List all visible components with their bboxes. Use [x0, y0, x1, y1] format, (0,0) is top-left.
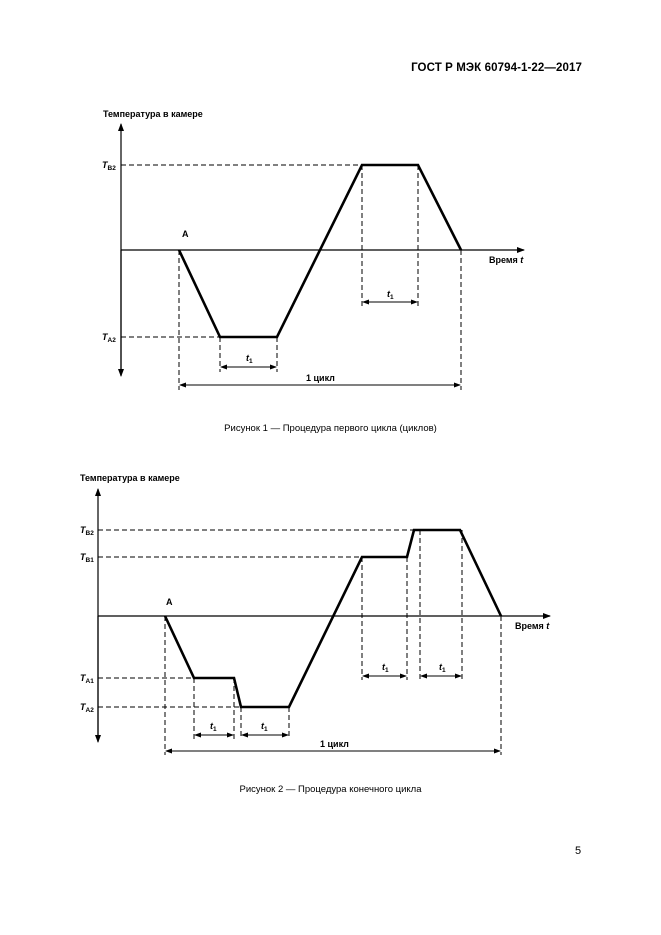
fig2-y-axis-label: Температура в камере [80, 473, 180, 483]
fig1-dwell-label-1: t1 [246, 353, 253, 365]
figure-1-caption: Рисунок 1 — Процедура первого цикла (циклов) [224, 423, 437, 434]
fig2-cycle-label: 1 цикл [320, 739, 349, 749]
fig2-dwell-label-2: t1 [261, 721, 268, 733]
fig2-tb2-label: TB2 [80, 525, 94, 537]
fig1-y-axis-label: Температура в камере [103, 109, 203, 119]
fig2-dwell-label-4: t1 [439, 662, 446, 674]
fig2-x-axis-label: Время t [515, 621, 550, 631]
figure-2 [80, 473, 550, 755]
fig2-point-a-label: A [166, 597, 173, 607]
figure-2-caption: Рисунок 2 — Процедура конечного цикла [239, 784, 422, 795]
figure-1 [102, 109, 524, 390]
fig1-point-a-label: A [182, 229, 189, 239]
fig2-dwell-label-3: t1 [382, 662, 389, 674]
fig1-temperature-profile [179, 165, 461, 337]
fig1-tb2-label: TB2 [102, 160, 116, 172]
fig1-ta2-label: TA2 [102, 332, 116, 344]
fig2-ta2-label: TA2 [80, 702, 94, 714]
fig2-tb1-label: TB1 [80, 552, 94, 564]
fig1-dwell-label-2: t1 [387, 289, 394, 301]
document-header: ГОСТ Р МЭК 60794-1-22—2017 [411, 62, 582, 74]
fig2-ta1-label: TA1 [80, 673, 94, 685]
fig1-cycle-label: 1 цикл [306, 373, 335, 383]
page-number: 5 [575, 845, 582, 857]
fig2-dwell-label-1: t1 [210, 721, 217, 733]
fig1-x-axis-label: Время t [489, 255, 524, 265]
